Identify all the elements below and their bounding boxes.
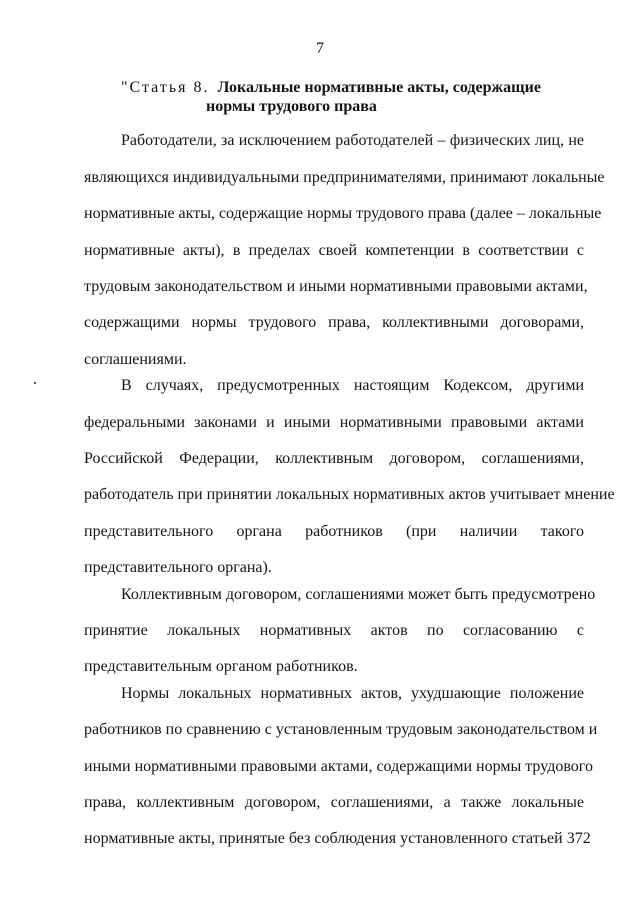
- paragraph-line: нормативные акты), в пределах своей компетенции в соответствии с: [84, 242, 584, 259]
- paragraph-line: В случаях, предусмотренных настоящим Кодексом, другими: [121, 377, 584, 394]
- paragraph-line: иными нормативными правовыми актами, содержащими нормы трудового: [84, 758, 593, 775]
- paragraph-line: представительного органа).: [84, 559, 272, 576]
- paragraph-line: Работодатели, за исключением работодателей – физических лиц, не: [121, 132, 584, 149]
- article-number: "Статья 8.: [121, 79, 210, 96]
- paragraph-line: представительным органом работников.: [84, 658, 358, 675]
- paragraph-line: права, коллективным договором, соглашениями, а также локальные: [84, 794, 584, 811]
- scan-mark: [34, 382, 36, 384]
- paragraph-line: представительного органа работников (при наличии такого: [84, 523, 584, 540]
- paragraph-line: соглашениями.: [84, 351, 187, 368]
- article-title: Локальные нормативные акты, содержащие: [217, 79, 541, 96]
- paragraph-line: Нормы локальных нормативных актов, ухудшающие положение: [121, 685, 584, 702]
- article-heading: [121, 78, 541, 97]
- paragraph-line: Российской Федерации, коллективным договором, соглашениями,: [84, 450, 584, 467]
- paragraph-line: являющихся индивидуальными предпринимателями, принимают локальные: [84, 169, 605, 186]
- paragraph-line: нормативные акты, принятые без соблюдения установленного статьей 372: [84, 830, 591, 847]
- article-title-continued: нормы трудового права: [206, 98, 377, 115]
- paragraph-line: трудовым законодательством и иными нормативными правовыми актами,: [84, 278, 588, 295]
- paragraph-line: принятие локальных нормативных актов по согласованию с: [84, 622, 584, 639]
- paragraph-line: нормативные акты, содержащие нормы трудового права (далее – локальные: [84, 205, 602, 222]
- paragraph-line: работодатель при принятии локальных нормативных актов учитывает мнение: [84, 486, 615, 503]
- paragraph-line: федеральными законами и иными нормативными правовыми актами: [84, 414, 584, 431]
- paragraph-line: содержащими нормы трудового права, коллективными договорами,: [84, 314, 584, 331]
- page-number: 7: [316, 40, 324, 57]
- paragraph-line: Коллективным договором, соглашениями может быть предусмотрено: [121, 586, 596, 603]
- paragraph-line: работников по сравнению с установленным трудовым законодательством и: [84, 721, 598, 738]
